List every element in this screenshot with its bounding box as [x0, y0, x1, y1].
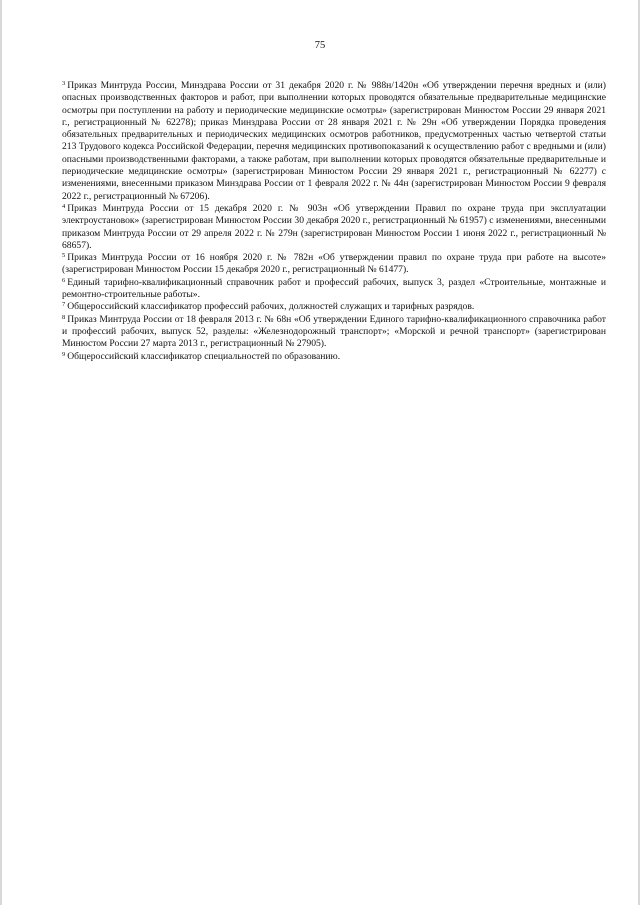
footnote-marker: 7: [62, 301, 66, 309]
footnotes-section: [62, 80, 606, 363]
footnote-7: [62, 301, 606, 313]
footnote-marker: 9: [62, 350, 66, 358]
page-edge-left: [0, 0, 2, 905]
footnote-5: [62, 252, 606, 277]
footnote-text: Единый тарифно-квалификационный справочник работ и профессий рабочих, выпуск 3, раздел «Строительные, монтажные и ремонтно-строительные работы».: [62, 276, 606, 301]
footnote-4: [62, 203, 606, 252]
footnote-text: Приказ Минтруда России, Минздрава России от 31 декабря 2020 г. № 988н/1420н «Об утверждении перечня вредных и (или) опасных производственных факторов и работ, при выполнении которых проводятся обязательные предварительные медицинские осмотры при поступлении на работу и периодические медицинские осмотры» (зарегистрирован Минюстом России 29 января 2021 г., регистрационный № 62278); приказ Минздрава России от 28 января 2021 г. № 29н «Об утверждении Порядка проведения обязательных предварительных и периодических медицинских осмотров работников, предусмотренных частью четвертой статьи 213 Трудового кодекса Российской Федерации, перечня медицинских противопоказаний к осуществлению работ с вредными и (или) опасными производственными факторами, а также работам, при выполнении которых проводятся обязательные предварительные и периодические медицинские осмотры» (зарегистрирован Минюстом России 29 января 2021 г., регистрационный № 62277) с изменениями, внесенными приказом Минздрава России от 1 февраля 2022 г. № 44н (зарегистрирован Минюстом России 9 февраля 2022 г., регистрационный № 67206).: [62, 80, 606, 202]
footnote-marker: 4: [62, 202, 66, 210]
footnote-9: [62, 351, 606, 363]
footnote-marker: 8: [62, 313, 66, 321]
footnote-marker: 5: [62, 252, 66, 260]
footnote-text: Общероссийский классификатор специальностей по образованию.: [67, 350, 341, 362]
footnote-text: Общероссийский классификатор профессий рабочих, должностей служащих и тарифных разрядов.: [67, 301, 475, 313]
footnote-text: Приказ Минтруда России от 15 декабря 2020 г. № 903н «Об утверждении Правил по охране труда при эксплуатации электроустановок» (зарегистрирован Минюстом России 30 декабря 2020 г., регистрационный № 61957) с изменениями, внесенными приказом Минтруда России от 29 апреля 2022 г. № 279н (зарегистрирован Минюстом России 1 июня 2022 г., регистрационный № 68657).: [62, 202, 606, 251]
footnote-6: [62, 277, 606, 302]
footnote-marker: 3: [62, 80, 66, 87]
footnote-marker: 6: [62, 276, 66, 284]
footnote-3: [62, 80, 606, 203]
footnote-8: [62, 314, 606, 351]
footnote-text: Приказ Минтруда России от 16 ноября 2020 г. № 782н «Об утверждении правил по охране труда при работе на высоте» (зарегистрирован Минюстом России 15 декабря 2020 г., регистрационный № 61477).: [62, 252, 606, 276]
page-number: 75: [314, 40, 326, 51]
footnote-text: Приказ Минтруда России от 18 февраля 2013 г. № 68н «Об утверждении Единого тарифно-квалификационного справочника работ и профессий рабочих, выпуск 52, разделы: «Железнодорожный транспорт»; «Морской и речной транспорт» (зарегистрирован Минюстом России 27 марта 2013 г., регистрационный № 27905).: [62, 313, 606, 350]
